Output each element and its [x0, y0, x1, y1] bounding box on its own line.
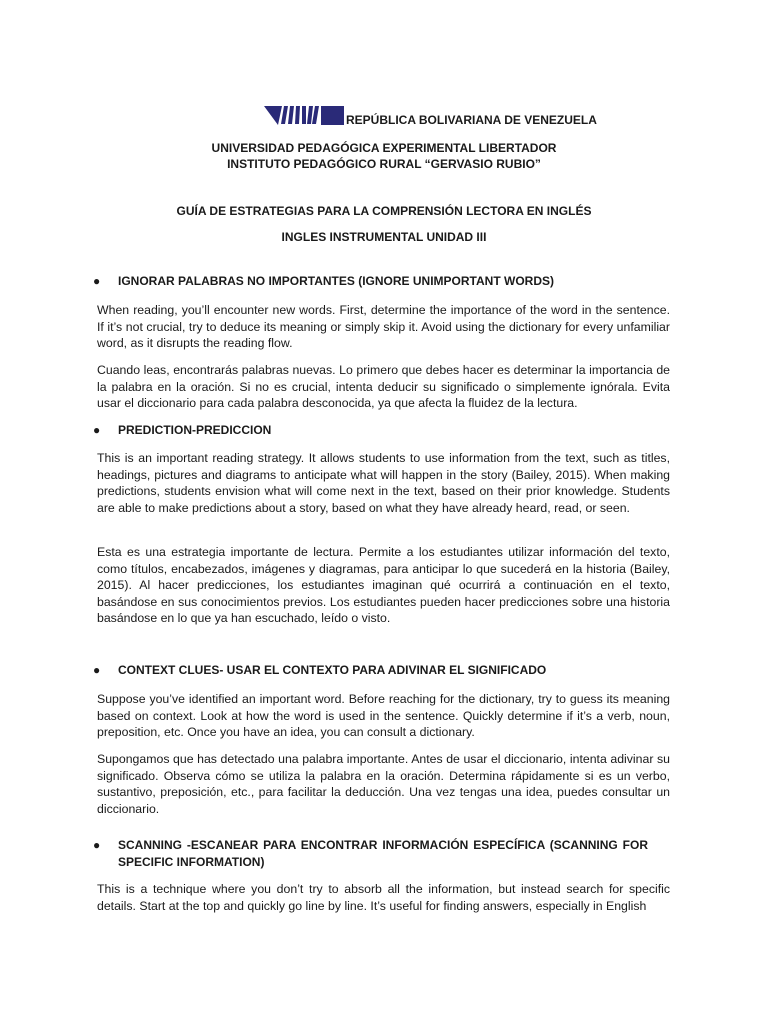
header-instituto: INSTITUTO PEDAGÓGICO RURAL “GERVASIO RUBIO”: [227, 157, 541, 171]
section-paragraph-es: Esta es una estrategia importante de lectura. Permite a los estudiantes utilizar información del texto, como títulos, encabezados, imágenes y diagramas, para anticipar lo que sucederá en la historia (Bailey, 2015). Al hacer predicciones, los estudiantes imaginan qué ocurrirá a continuación en el texto, basándose en sus conocimientos previos. Los estudiantes pueden hacer predicciones sobre una historia basándose en lo que ya han escuchado, leído o visto.: [97, 545, 670, 625]
section-paragraph-en: When reading, you’ll encounter new words. First, determine the importance of the word in the sentence. If it’s not crucial, try to deduce its meaning or simply skip it. Avoid using the dictionary for every unfamiliar word, as it disrupts the reading flow.: [97, 303, 670, 350]
section-heading-context-clues: [93, 662, 648, 679]
section-heading-text: SCANNING -ESCANEAR PARA ENCONTRAR INFORMACIÓN ESPECÍFICA (SCANNING FOR SPECIFIC INFORMATION): [118, 838, 648, 869]
section-heading-text: IGNORAR PALABRAS NO IMPORTANTES (IGNORE UNIMPORTANT WORDS): [118, 274, 554, 288]
section-paragraph-en: This is an important reading strategy. It allows students to use information from the text, such as titles, headings, pictures and diagrams to anticipate what will happen in the story (Bailey, 2015). When making predictions, students envision what will come next in the text, based on their prior knowledge. Students are able to make predictions about a story, based on what they have already heard, read, or seen.: [97, 451, 670, 515]
section-heading-text: CONTEXT CLUES- USAR EL CONTEXTO PARA ADIVINAR EL SIGNIFICADO: [118, 663, 547, 677]
bullet-icon: ●: [93, 274, 101, 288]
document-title: GUÍA DE ESTRATEGIAS PARA LA COMPRENSIÓN LECTORA EN INGLÉS: [176, 204, 592, 218]
section-paragraph-es: Supongamos que has detectado una palabra importante. Antes de usar el diccionario, intenta adivinar su significado. Observa cómo se utiliza la palabra en la oración. Determina rápidamente si es un verbo, sustantivo, preposición, etc., para facilitar la deducción. Una vez tengas una idea, puedes consultar un diccionario.: [97, 752, 670, 816]
header-universidad: UNIVERSIDAD PEDAGÓGICA EXPERIMENTAL LIBERTADOR: [211, 141, 557, 155]
section-heading-scanning: [93, 837, 648, 871]
section-paragraph-en: Suppose you’ve identified an important word. Before reaching for the dictionary, try to guess its meaning based on context. Look at how the word is used in the sentence. Quickly determine if it’s a verb, noun, preposition, etc. Once you have an idea, you can consult a dictionary.: [97, 692, 670, 739]
bullet-icon: ●: [93, 423, 101, 437]
bullet-icon: ●: [93, 838, 101, 852]
section-paragraph-en: This is a technique where you don’t try to absorb all the information, but instead search for specific details. Start at the top and quickly go line by line. It’s useful for finding answers, especially in English: [97, 882, 670, 913]
header-republica-line: [264, 106, 597, 128]
section-heading-prediction: [93, 422, 648, 439]
document-subtitle: INGLES INSTRUMENTAL UNIDAD III: [281, 230, 487, 244]
upel-logo-icon: [264, 106, 344, 128]
section-heading-ignore-words: [93, 273, 648, 290]
header-republica: REPÚBLICA BOLIVARIANA DE VENEZUELA: [346, 113, 597, 127]
section-paragraph-es: Cuando leas, encontrarás palabras nuevas. Lo primero que debes hacer es determinar la importancia de la palabra en la oración. Si no es crucial, intenta deducir su significado o simplemente ignórala. Evita usar el diccionario para cada palabra desconocida, ya que afecta la fluidez de la lectura.: [97, 363, 670, 410]
section-heading-text: PREDICTION-PREDICCION: [118, 423, 272, 437]
bullet-icon: ●: [93, 663, 101, 677]
